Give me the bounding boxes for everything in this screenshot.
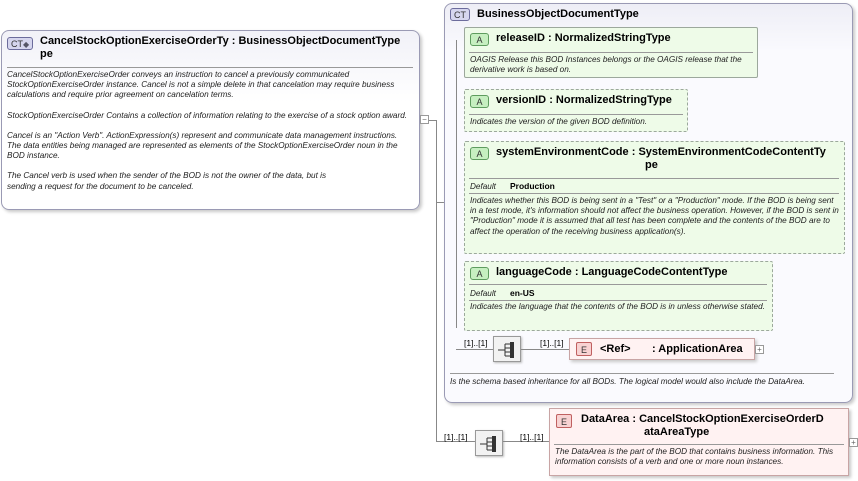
complex-type-badge: CT◆: [7, 37, 33, 50]
connector-line: [429, 120, 436, 121]
root-type-title: CancelStockOptionExerciseOrderTy : BusinessObjectDocumentType pe: [40, 35, 401, 60]
element-multiplicity: [1]..[1]: [540, 338, 564, 348]
element-name: : ApplicationArea: [652, 343, 743, 355]
plus-toggle-icon[interactable]: +: [755, 345, 764, 354]
sequence-compositor-icon[interactable]: [475, 430, 503, 456]
divider: [469, 300, 767, 301]
attribute-description: Indicates the version of the given BOD definition.: [470, 117, 648, 126]
element-badge: E: [576, 342, 592, 356]
default-value: Production: [510, 181, 555, 191]
attribute-title: languageCode : LanguageCodeContentType: [496, 266, 728, 278]
element-badge: E: [556, 414, 572, 428]
minus-toggle-icon[interactable]: −: [420, 115, 429, 124]
attribute-badge: A: [470, 33, 489, 46]
attribute-type-wrap: pe: [645, 159, 658, 171]
attribute-systemEnvironmentCode[interactable]: [464, 141, 845, 254]
element-ref: <Ref>: [600, 343, 631, 355]
attribute-title: releaseID : NormalizedStringType: [496, 32, 671, 44]
attribute-description: Indicates whether this BOD is being sent in a "Test" or a "Production" mode. If the BOD is being sent in a test mode, it's information should not affect the business operation. However, if the BOD is sent in "Production" mode it is assumed that all test has been complete and the contents of the BOD are to affect the operation of the receiving business application(s).: [470, 196, 839, 236]
connector-line: [521, 349, 569, 350]
element-multiplicity: [1]..[1]: [520, 432, 544, 442]
sequence-compositor-icon[interactable]: [493, 336, 521, 362]
element-data-area[interactable]: [549, 408, 849, 476]
attribute-versionID[interactable]: [464, 89, 688, 132]
title-divider: [7, 67, 413, 68]
sequence-multiplicity: [1]..[1]: [444, 432, 468, 442]
base-type-title: BusinessObjectDocumentType: [477, 8, 639, 20]
connector-line: [456, 349, 493, 350]
plus-toggle-icon[interactable]: +: [849, 438, 858, 447]
base-description: Is the schema based inheritance for all BODs. The logical model would also include the DataArea.: [450, 377, 805, 386]
divider: [469, 178, 839, 179]
complex-type-badge: CT: [450, 8, 470, 21]
attribute-description: Indicates the language that the contents of the BOD is in unless otherwise stated.: [470, 302, 765, 311]
root-description: CancelStockOptionExerciseOrder conveys an instruction to cancel a previously communicated StockOptionExerciseOrder instance. Cancel is not a simple delete in that cancelation may require business calculations and require prior agreement on cancelation terms. StockOptionExerciseOrder Contains a collection of information relating to the exercise of a stock option award. Cancel is an "Action Verb". ActionExpression(s) represent and communicate data management instructions. The data entities being managed are represented as elements of the StockOptionExerciseOrder noun in the BOD instance. The Cancel verb is used when the sender of the BOD is not the owner of the data, but is sending a request for the document to be canceled.: [7, 70, 408, 191]
element-description: The DataArea is the part of the BOD that contains business information. This information consists of a verb and one or more noun instances.: [555, 447, 834, 467]
attribute-badge: A: [470, 95, 489, 108]
attribute-tree-line: [456, 40, 457, 328]
attribute-title: systemEnvironmentCode : SystemEnvironmentCodeContentTy: [496, 146, 826, 158]
connector-line: [436, 120, 437, 442]
element-title: DataArea : CancelStockOptionExerciseOrderD: [581, 413, 824, 425]
attribute-description: OAGIS Release this BOD Instances belongs or the OAGIS release that the derivative work is based on.: [470, 55, 742, 75]
root-complex-type-box[interactable]: [1, 30, 420, 210]
attribute-badge: A: [470, 147, 489, 160]
divider: [469, 114, 683, 115]
attribute-title: versionID : NormalizedStringType: [496, 94, 672, 106]
element-application-area[interactable]: [569, 338, 755, 360]
divider: [469, 284, 767, 285]
divider: [469, 193, 839, 194]
connector-line: [436, 202, 444, 203]
attribute-releaseID[interactable]: [464, 27, 758, 78]
default-value: en-US: [510, 288, 535, 298]
divider: [554, 444, 844, 445]
sequence-multiplicity: [1]..[1]: [464, 338, 488, 348]
attribute-badge: A: [470, 267, 489, 280]
default-label: Default: [470, 182, 496, 191]
attribute-languageCode[interactable]: [464, 261, 773, 331]
element-type-wrap: ataAreaType: [644, 426, 710, 438]
default-label: Default: [470, 289, 496, 298]
divider: [469, 52, 753, 53]
footer-divider: [450, 373, 834, 374]
